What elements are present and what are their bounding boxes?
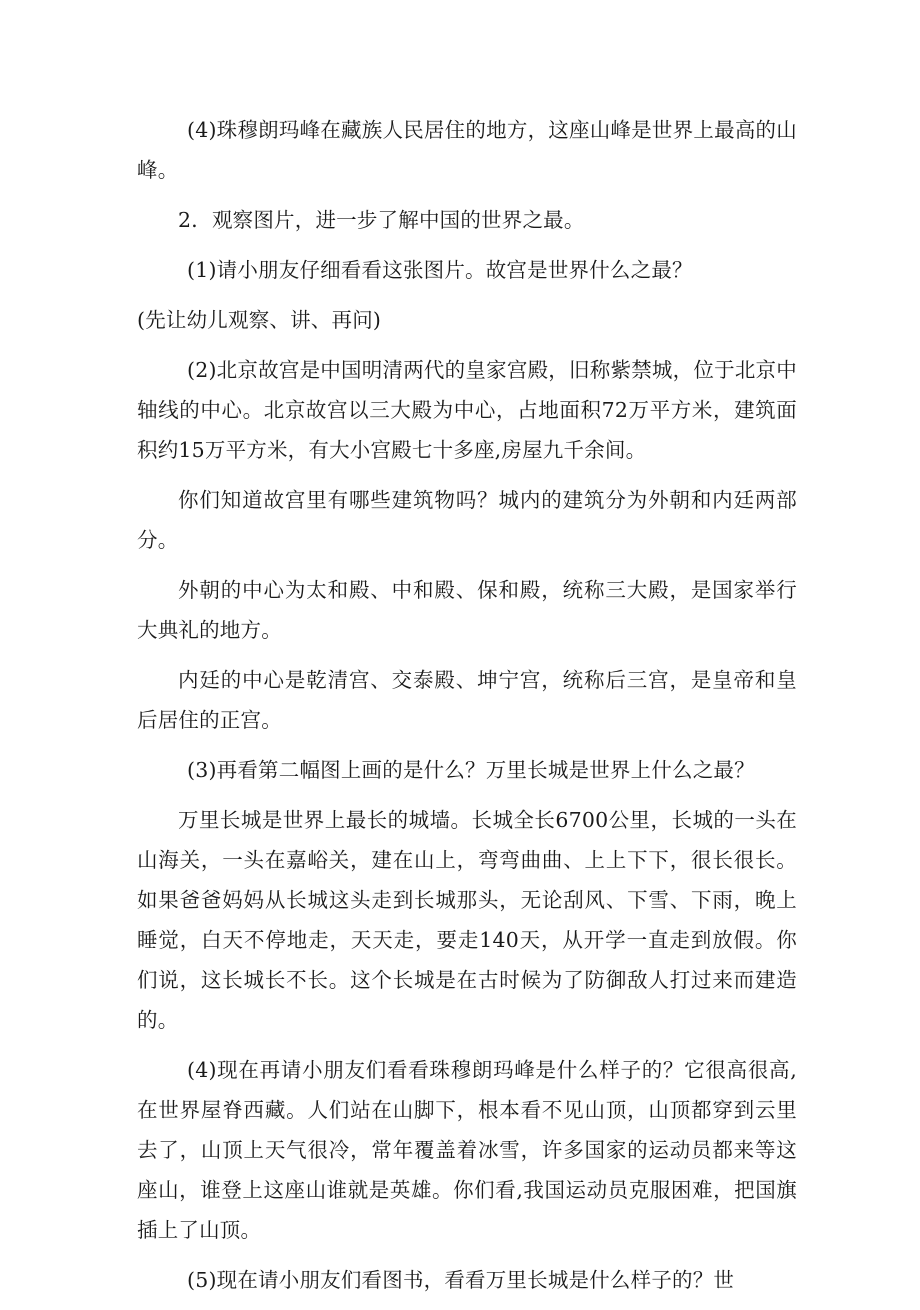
paragraph-teaching-note: (先让幼儿观察、讲、再问) — [137, 308, 382, 332]
paragraph-picture-book-prompt: (5)现在请小朋友们看图书，看看万里长城是什么样子的？世 — [187, 1268, 735, 1292]
paragraph-great-wall-description: 万里长城是世界上最长的城墙。长城全长6700公里，长城的一头在山海关，一头在嘉峪关，建在山上，弯弯曲曲、上上下下，很长很长。如果爸爸妈妈从长城这头走到长城那头，无论刮风、下雪、下雨，晚上睡觉，白天不停地走，天天走，要走140天，从开学一直走到放假。你们说，这长城长不长。这个长城是在古时候为了防御敌人打过来而建造的。 — [137, 808, 797, 1032]
paragraph-great-wall-question: (3)再看第二幅图上画的是什么？万里长城是世界上什么之最？ — [187, 758, 755, 782]
document-body — [137, 110, 797, 1310]
paragraph-forbidden-city-question: (1)请小朋友仔细看看这张图片。故宫是世界什么之最？ — [187, 258, 693, 282]
paragraph-buildings-question: 你们知道故宫里有哪些建筑物吗？城内的建筑分为外朝和内廷两部分。 — [137, 488, 797, 552]
paragraph-outer-court: 外朝的中心为太和殿、中和殿、保和殿，统称三大殿，是国家举行大典礼的地方。 — [137, 578, 797, 642]
paragraph-section-2-heading: 2．观察图片，进一步了解中国的世界之最。 — [178, 208, 585, 232]
paragraph-forbidden-city-description: (2)北京故宫是中国明清两代的皇家宫殿，旧称紫禁城，位于北京中轴线的中心。北京故宫以三大殿为中心，占地面积72万平方米，建筑面积约15万平方米，有大小宫殿七十多座,房屋九千余间。 — [137, 358, 797, 462]
paragraph-everest-intro: (4)珠穆朗玛峰在藏族人民居住的地方，这座山峰是世界上最高的山峰。 — [137, 118, 797, 182]
paragraph-inner-court: 内廷的中心是乾清宫、交泰殿、坤宁宫，统称后三宫，是皇帝和皇后居住的正宫。 — [137, 668, 797, 732]
paragraph-everest-description: (4)现在再请小朋友们看看珠穆朗玛峰是什么样子的？它很高很高,在世界屋脊西藏。人们站在山脚下，根本看不见山顶，山顶都穿到云里去了，山顶上天气很冷，常年覆盖着冰雪，许多国家的运动员都来等这座山，谁登上这座山谁就是英雄。你们看,我国运动员克服困难，把国旗插上了山顶。 — [137, 1058, 797, 1242]
